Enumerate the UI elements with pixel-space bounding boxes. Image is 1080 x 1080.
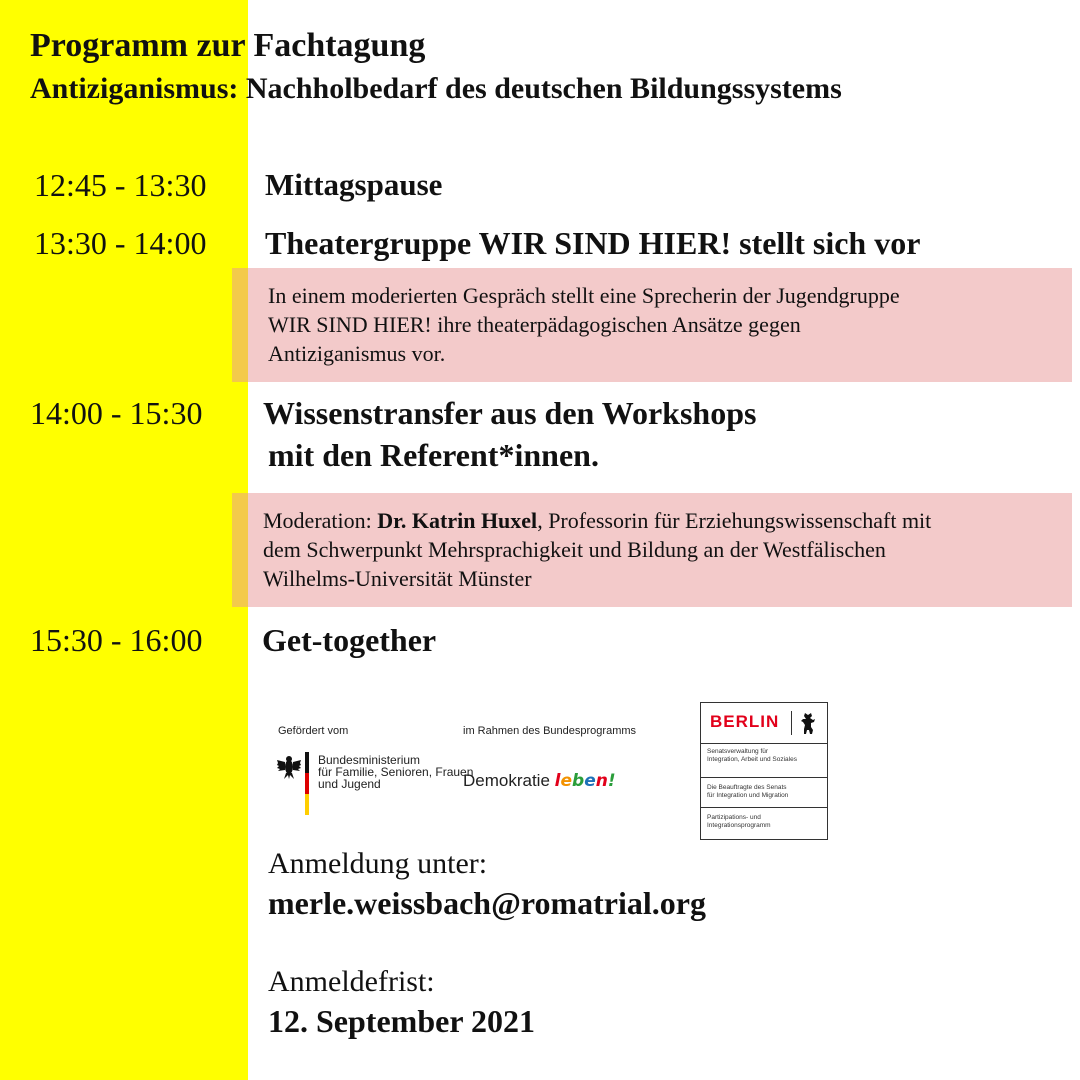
berlin-logo-header — [701, 703, 827, 744]
description-line: dem Schwerpunkt Mehrsprachigkeit und Bildung an der Westfälischen — [263, 537, 886, 562]
moderation-text: , Professorin für Erziehungswissenschaft mit — [537, 508, 932, 533]
schedule-title-3-line-2: mit den Referent*innen. — [268, 437, 599, 473]
description-line: In einem moderierten Gespräch stellt eine Sprecherin der Jugendgruppe — [268, 283, 900, 308]
program-name: Demokratie — [463, 771, 550, 790]
program-logo-letter: l — [554, 771, 561, 791]
schedule-title-4: Get-together — [262, 622, 437, 658]
berlin-cell-line: Partizipations- und — [707, 814, 761, 821]
program-logo-wordmark — [555, 771, 616, 790]
berlin-divider-line — [701, 807, 827, 808]
berlin-cell-line: für Integration und Migration — [707, 792, 789, 799]
ministry-line: für Familie, Senioren, Frauen — [318, 765, 474, 779]
program-logo — [463, 771, 616, 791]
description-line: Antiziganismus vor. — [268, 341, 446, 366]
berlin-wordmark: BERLIN — [710, 712, 780, 731]
berlin-cell-line: Senatsverwaltung für — [707, 748, 769, 755]
moderator-name: Dr. Katrin Huxel — [377, 508, 538, 533]
berlin-cell-line: Integrationsprogramm — [707, 822, 771, 829]
page-subtitle: Antiziganismus: Nachholbedarf des deutschen Bildungssystems — [30, 72, 842, 105]
berlin-logo-box — [700, 702, 828, 840]
program-label: im Rahmen des Bundesprogramms — [463, 725, 637, 737]
page-title: Programm zur Fachtagung — [30, 27, 426, 64]
schedule-title-1: Mittagspause — [265, 167, 443, 202]
flag-stripe-black — [305, 752, 309, 773]
description-line — [263, 506, 931, 535]
berlin-divider-line — [701, 777, 827, 778]
description-theater — [268, 281, 900, 368]
program-logo-letter: e — [584, 771, 596, 791]
registration-email-link[interactable]: merle.weissbach@romatrial.org — [268, 885, 706, 921]
berlin-cell-line: Die Beauftragte des Senats — [707, 784, 787, 791]
schedule-time-1: 12:45 - 13:30 — [34, 167, 207, 203]
ministry-name — [318, 754, 473, 790]
deadline-date: 12. September 2021 — [268, 1003, 535, 1039]
schedule-time-4: 15:30 - 16:00 — [30, 622, 203, 658]
berlin-divider — [791, 711, 792, 735]
berlin-cell-1 — [701, 748, 827, 764]
description-line: Wilhelms-Universität Münster — [263, 566, 532, 591]
berlin-cell-3 — [701, 814, 827, 830]
moderation-label: Moderation: — [263, 508, 378, 533]
schedule-time-3: 14:00 - 15:30 — [30, 395, 203, 431]
program-logo-letter: b — [572, 771, 585, 791]
schedule-title-2: Theatergruppe WIR SIND HIER! stellt sich vor — [265, 225, 921, 261]
flag-stripe-gold — [305, 794, 309, 815]
federal-eagle-icon — [276, 754, 302, 780]
berlin-bear-icon — [799, 712, 817, 735]
program-logo-letter: n — [595, 771, 608, 791]
ministry-line: und Jugend — [318, 777, 381, 791]
berlin-cell-line: Integration, Arbeit und Soziales — [707, 756, 797, 763]
funded-by-label: Gefördert vom — [278, 725, 349, 737]
ministry-line: Bundesministerium — [318, 753, 421, 767]
registration-label: Anmeldung unter: — [268, 847, 488, 880]
schedule-time-2: 13:30 - 14:00 — [34, 225, 207, 261]
schedule-title-3-line-1: Wissenstransfer aus den Workshops — [263, 395, 757, 431]
flag-stripe-red — [305, 773, 309, 794]
program-logo-letter: e — [560, 771, 573, 791]
description-line: WIR SIND HIER! ihre theaterpädagogischen Ansätze gegen — [268, 312, 801, 337]
deadline-label: Anmeldefrist: — [268, 965, 435, 998]
program-logo-letter: ! — [607, 771, 616, 791]
berlin-cell-2 — [701, 784, 827, 800]
description-moderation — [263, 506, 931, 593]
yellow-accent-bar — [0, 0, 248, 1080]
